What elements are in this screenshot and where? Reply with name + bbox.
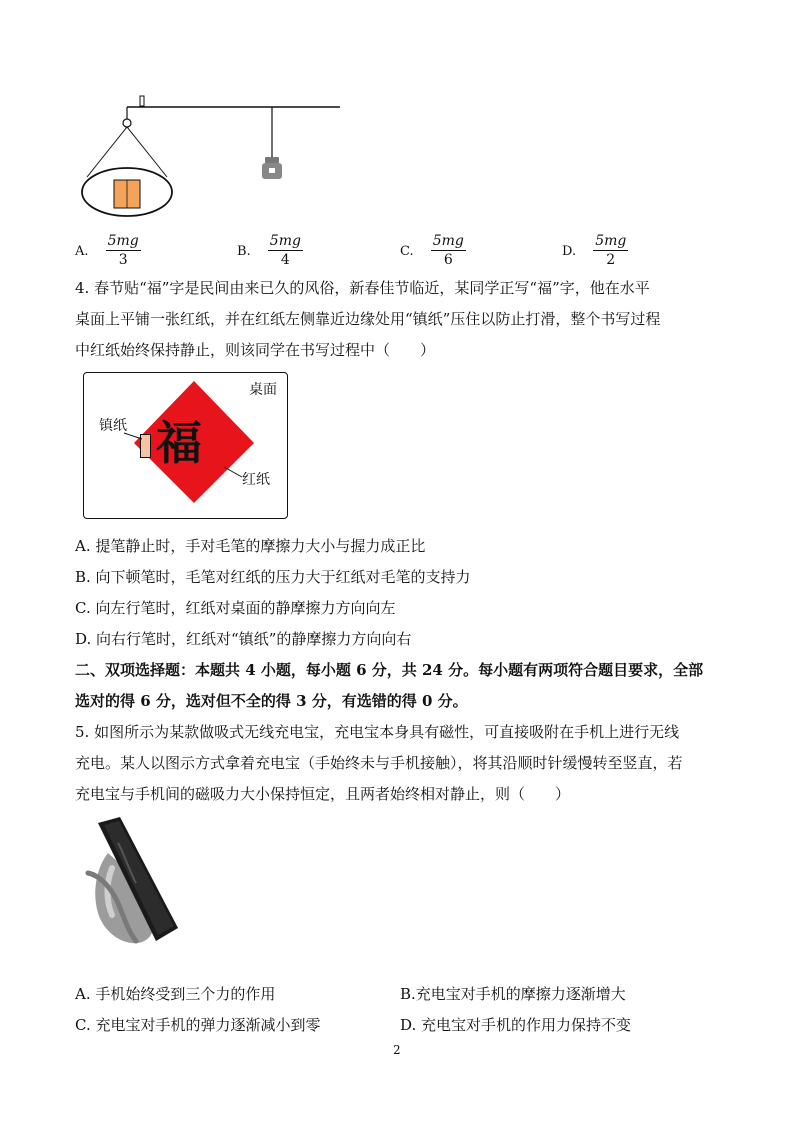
fraction-numerator: 5mg <box>107 233 139 249</box>
weight-label: 镇纸 <box>99 418 127 434</box>
q5-stem-line-1: 5. 如图所示为某款做吸式无线充电宝，充电宝本身具有磁性，可直接吸附在手机上进行无线 <box>75 723 680 741</box>
q5-stem-line-3: 充电宝与手机间的磁吸力大小保持恒定，且两者始终相对静止，则（ ） <box>75 785 571 803</box>
fraction-denominator: 2 <box>606 252 616 268</box>
fraction-numerator: 5mg <box>269 233 301 249</box>
q3-option-a[interactable] <box>75 232 141 269</box>
q4-option-d[interactable]: D. 向右行笔时，红纸对“镇纸”的静摩擦力方向向右 <box>75 630 412 648</box>
q5-option-c[interactable]: C. 充电宝对手机的弹力逐渐减小到零 <box>75 1016 321 1034</box>
q5-option-b[interactable]: B.充电宝对手机的摩擦力逐渐增大 <box>400 985 626 1003</box>
page-number: 2 <box>393 1043 401 1057</box>
steelyard-figure <box>75 92 355 217</box>
q4-stem-line-1: 4. 春节贴“福”字是民间由来已久的风俗，新春佳节临近，某同学正写“福”字，他在水平 <box>75 279 650 297</box>
q3-options <box>75 232 725 272</box>
fraction-denominator: 6 <box>443 252 453 268</box>
fraction-numerator: 5mg <box>595 233 627 249</box>
fraction-denominator: 4 <box>280 252 290 268</box>
q4-stem-line-2: 桌面上平铺一张红纸，并在红纸左侧靠近边缘处用“镇纸”压住以防止打滑，整个书写过程 <box>75 310 661 328</box>
phone-powerbank-photo <box>78 813 188 948</box>
fraction-numerator: 5mg <box>432 233 464 249</box>
q5-option-d[interactable]: D. 充电宝对手机的作用力保持不变 <box>400 1016 632 1034</box>
fraction-denominator: 3 <box>118 252 128 268</box>
option-label: A. <box>75 244 89 259</box>
q4-option-c[interactable]: C. 向左行笔时，红纸对桌面的静摩擦力方向向左 <box>75 599 396 617</box>
desk-label: 桌面 <box>249 382 277 398</box>
q3-option-c[interactable] <box>400 232 466 269</box>
q4-option-b[interactable]: B. 向下顿笔时，毛笔对红纸的压力大于红纸对毛笔的支持力 <box>75 568 471 586</box>
q5-option-a[interactable]: A. 手机始终受到三个力的作用 <box>75 985 276 1003</box>
section-2-header-line-2: 选对的得 6 分，选对但不全的得 3 分，有选错的得 0 分。 <box>75 692 468 710</box>
fu-character: 福 <box>156 416 202 470</box>
q4-figure <box>83 372 288 519</box>
option-label: C. <box>400 244 414 259</box>
q4-stem-line-3: 中红纸始终保持静止，则该同学在书写过程中（ ） <box>75 341 436 359</box>
option-label: D. <box>562 244 577 259</box>
section-2-header-line-1: 二、双项选择题：本题共 4 小题，每小题 6 分，共 24 分。每小题有两项符合题目要求，全部 <box>75 661 704 679</box>
q4-option-a[interactable]: A. 提笔静止时，手对毛笔的摩擦力大小与握力成正比 <box>75 537 426 555</box>
q3-option-d[interactable] <box>562 232 628 269</box>
q3-option-b[interactable] <box>237 232 303 269</box>
q5-stem-line-2: 充电。某人以图示方式拿着充电宝（手始终未与手机接触），将其沿顺时针缓慢转至竖直，若 <box>75 754 683 772</box>
option-label: B. <box>237 244 251 259</box>
paper-label: 红纸 <box>242 472 270 488</box>
